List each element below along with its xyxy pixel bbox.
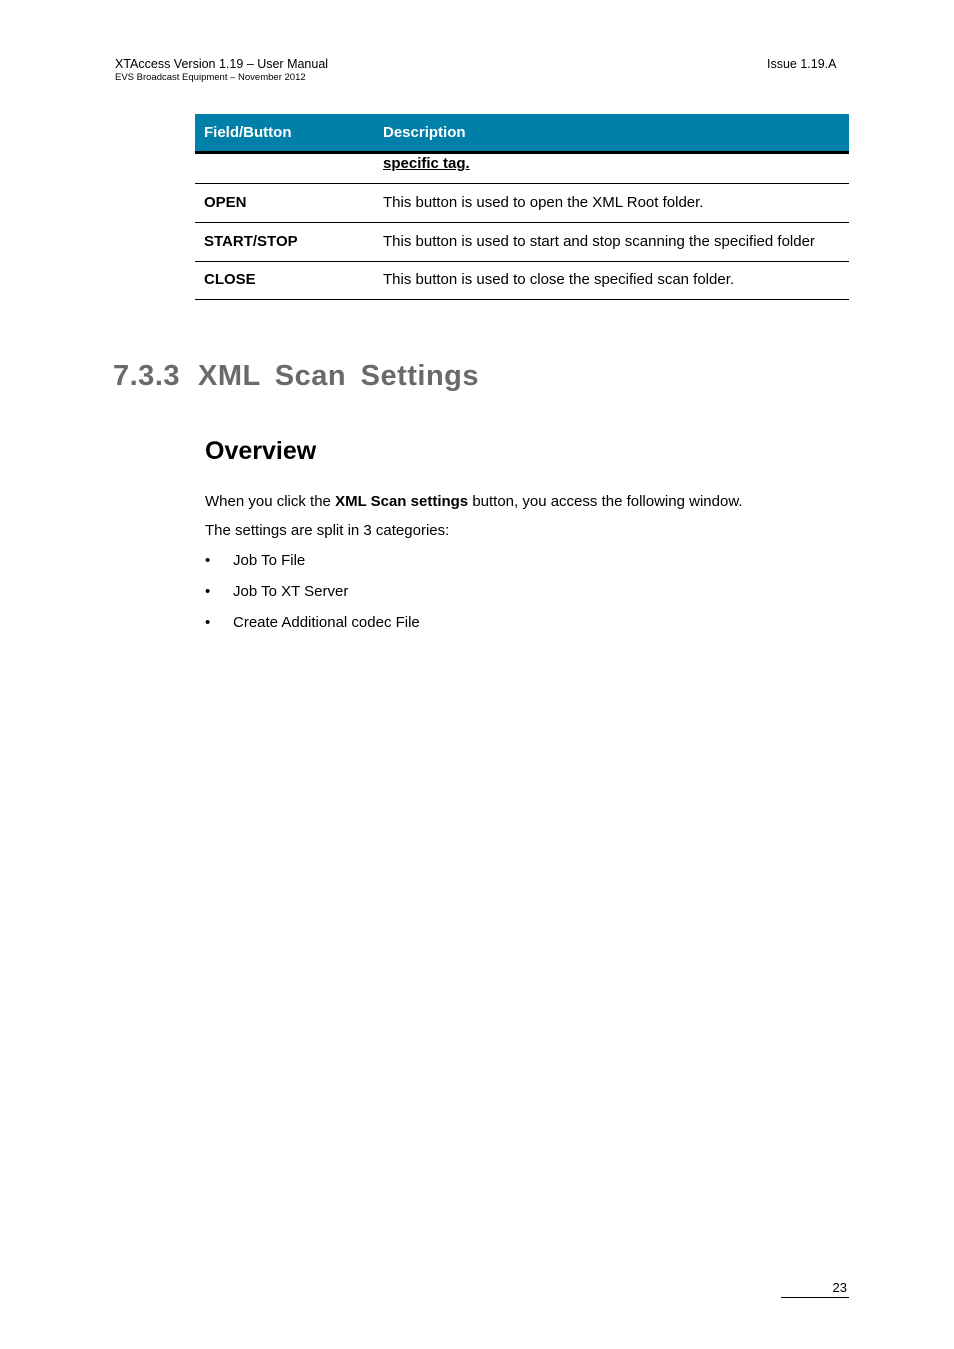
categories-paragraph: The settings are split in 3 categories: <box>205 522 450 539</box>
table-row <box>195 153 849 184</box>
issue-label: Issue 1.19.A <box>767 57 837 71</box>
page-header <box>115 57 328 84</box>
column-header-description: Description <box>374 114 849 153</box>
field-cell: CLOSE <box>195 262 374 300</box>
intro-text-start: When you click the <box>205 493 336 510</box>
intro-paragraph <box>205 493 743 511</box>
column-header-field: Field/Button <box>195 114 374 153</box>
bullet-icon: • <box>205 552 211 569</box>
field-cell: START/STOP <box>195 223 374 262</box>
bullet-icon: • <box>205 614 211 631</box>
field-cell <box>195 153 374 184</box>
list-item-label: Job To File <box>233 552 306 569</box>
document-title: XTAccess Version 1.19 – User Manual <box>115 57 329 71</box>
overview-heading: Overview <box>205 437 317 465</box>
table-row <box>195 262 849 300</box>
section-number: 7.3.3 <box>113 360 180 392</box>
categories-list <box>205 552 420 645</box>
xml-scan-settings-term: XML Scan settings <box>335 493 469 510</box>
bullet-icon: • <box>205 583 211 600</box>
description-cell: This button is used to start and stop scanning the specified folder <box>374 223 849 262</box>
intro-text-end: button, you access the following window. <box>468 493 743 510</box>
field-button-table <box>195 114 849 300</box>
description-cell: This button is used to open the XML Root folder. <box>374 184 849 223</box>
list-item <box>205 552 420 583</box>
list-item-label: Create Additional codec File <box>233 614 420 631</box>
section-title: XML Scan Settings <box>198 360 480 392</box>
description-cell: This button is used to close the specified scan folder. <box>374 262 849 300</box>
section-heading <box>113 360 479 393</box>
table-row <box>195 184 849 223</box>
description-cell: specific tag. <box>374 153 849 184</box>
table-header-row <box>195 114 849 153</box>
document-subtitle: EVS Broadcast Equipment – November 2012 <box>115 72 306 83</box>
list-item-label: Job To XT Server <box>233 583 349 600</box>
list-item <box>205 614 420 645</box>
table-row <box>195 223 849 262</box>
field-cell: OPEN <box>195 184 374 223</box>
page-number: 23 <box>781 1279 849 1298</box>
list-item <box>205 583 420 614</box>
